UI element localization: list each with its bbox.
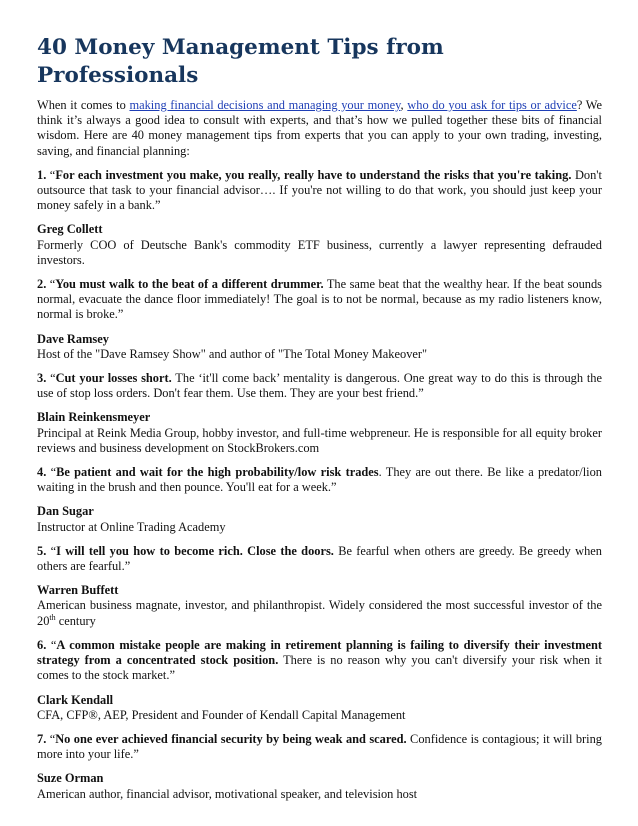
tip-body: The same beat that the wealthy hear. If the beat sounds normal, evacuate the dance floor immediately! The goal is to not be normal, because as my radio listeners know, normal is broke.” bbox=[37, 277, 602, 322]
author-description: Instructor at Online Trading Academy bbox=[37, 519, 226, 534]
tip-body: There is no reason why you can't diversify your risk when it comes to the stock market.” bbox=[37, 653, 602, 683]
tip-headline: Cut your losses short. bbox=[55, 371, 172, 386]
quote-open: “ bbox=[46, 277, 56, 292]
tip-headline: You must walk to the beat of a different drummer. bbox=[55, 277, 324, 292]
author-description: Principal at Reink Media Group, hobby investor, and full-time webpreneur. He is responsible for all equity broker reviews and business development on StockBrokers.com bbox=[37, 425, 602, 455]
tip-headline: Be patient and wait for the high probability/low risk trades bbox=[56, 465, 379, 480]
tip-1-quote bbox=[37, 168, 602, 214]
intro-text-start: When it comes to bbox=[37, 98, 130, 112]
tip-2-author bbox=[37, 332, 602, 362]
tip-5-quote bbox=[37, 544, 602, 574]
tip-4-author bbox=[37, 504, 602, 534]
intro-text-separator: , bbox=[400, 98, 408, 112]
link-financial-decisions[interactable]: making financial decisions and managing your money bbox=[129, 98, 401, 112]
tip-3-quote bbox=[37, 371, 602, 401]
tip-body: . They are out there. Be like a predator/lion waiting in the brush and then pounce. You'll eat for a week.” bbox=[37, 465, 602, 495]
tip-6-author bbox=[37, 693, 602, 723]
author-description: Formerly COO of Deutsche Bank's commodity ETF business, currently a lawyer representing defrauded investors. bbox=[37, 237, 602, 267]
author-name: Dan Sugar bbox=[37, 504, 94, 519]
tip-body: Confidence is contagious; it will bring more into your life.” bbox=[37, 731, 602, 762]
author-description-end: century bbox=[55, 613, 96, 628]
intro-paragraph bbox=[37, 98, 602, 159]
author-name: Dave Ramsey bbox=[37, 331, 109, 346]
tip-number: 7. bbox=[37, 731, 47, 746]
tip-number: 2. bbox=[37, 277, 47, 292]
tip-headline: I will tell you how to become rich. Close the doors. bbox=[56, 543, 334, 558]
tip-7-author bbox=[37, 771, 602, 801]
tip-6-quote bbox=[37, 638, 602, 684]
tip-body: The ‘it'll come back’ mentality is dangerous. One great way to do this is through the use of stop loss orders. Don't fear them. Use them. They are your best friend.” bbox=[37, 371, 602, 401]
author-name: Clark Kendall bbox=[37, 692, 114, 707]
ordinal-superscript: th bbox=[49, 612, 56, 622]
author-description: CFA, CFP®, AEP, President and Founder of Kendall Capital Management bbox=[37, 707, 406, 722]
tip-body: Don't outsource that task to your financial advisor…. If you're not willing to do that work, you should just keep your money safely in a bank.” bbox=[37, 167, 602, 213]
tip-2-quote bbox=[37, 277, 602, 323]
author-description: American author, financial advisor, motivational speaker, and television host bbox=[37, 786, 418, 801]
quote-open: “ bbox=[46, 371, 56, 386]
page-title: 40 Money Management Tips from Professionals bbox=[37, 35, 444, 88]
tip-number: 1. bbox=[37, 167, 47, 182]
document-page bbox=[37, 34, 602, 811]
author-description: American business magnate, investor, and philanthropist. Widely considered the most successful investor of the 20 bbox=[37, 598, 602, 628]
tip-3-author bbox=[37, 410, 602, 456]
tip-1-author bbox=[37, 222, 602, 268]
author-name: Greg Collett bbox=[37, 222, 103, 237]
quote-open: “ bbox=[46, 465, 57, 480]
tip-number: 6. bbox=[37, 637, 47, 652]
author-description: Host of the "Dave Ramsey Show" and author of "The Total Money Makeover" bbox=[37, 346, 428, 361]
tip-body: Be fearful when others are greedy. Be greedy when others are fearful.” bbox=[37, 543, 602, 574]
tip-headline: A common mistake people are making in retirement planning is failing to diversify their investment strategy from a concentrated stock position. bbox=[37, 637, 602, 668]
quote-open: “ bbox=[46, 637, 57, 652]
tip-number: 4. bbox=[37, 465, 47, 480]
quote-open: “ bbox=[46, 731, 56, 746]
tip-number: 3. bbox=[37, 371, 47, 386]
tip-number: 5. bbox=[37, 543, 47, 558]
quote-open: “ bbox=[46, 543, 57, 558]
author-name: Blain Reinkensmeyer bbox=[37, 410, 151, 425]
link-tips-advice[interactable]: who do you ask for tips or advice bbox=[407, 98, 577, 112]
author-name: Suze Orman bbox=[37, 771, 104, 786]
intro-text-end: ? We think it’s always a good idea to consult with experts, and that’s how we pulled together these bits of financial wisdom. Here are 40 money management tips from experts that you can apply to your own trading, investing, saving, and financial planning: bbox=[37, 98, 603, 158]
tip-5-author bbox=[37, 583, 602, 629]
tip-7-quote bbox=[37, 732, 602, 762]
tip-headline: No one ever achieved financial security by being weak and scared. bbox=[55, 731, 407, 746]
tip-headline: For each investment you make, you really, really have to understand the risks that you're taking. bbox=[55, 167, 572, 182]
quote-open: “ bbox=[46, 167, 56, 182]
author-name: Warren Buffett bbox=[37, 583, 119, 598]
tip-4-quote bbox=[37, 465, 602, 495]
